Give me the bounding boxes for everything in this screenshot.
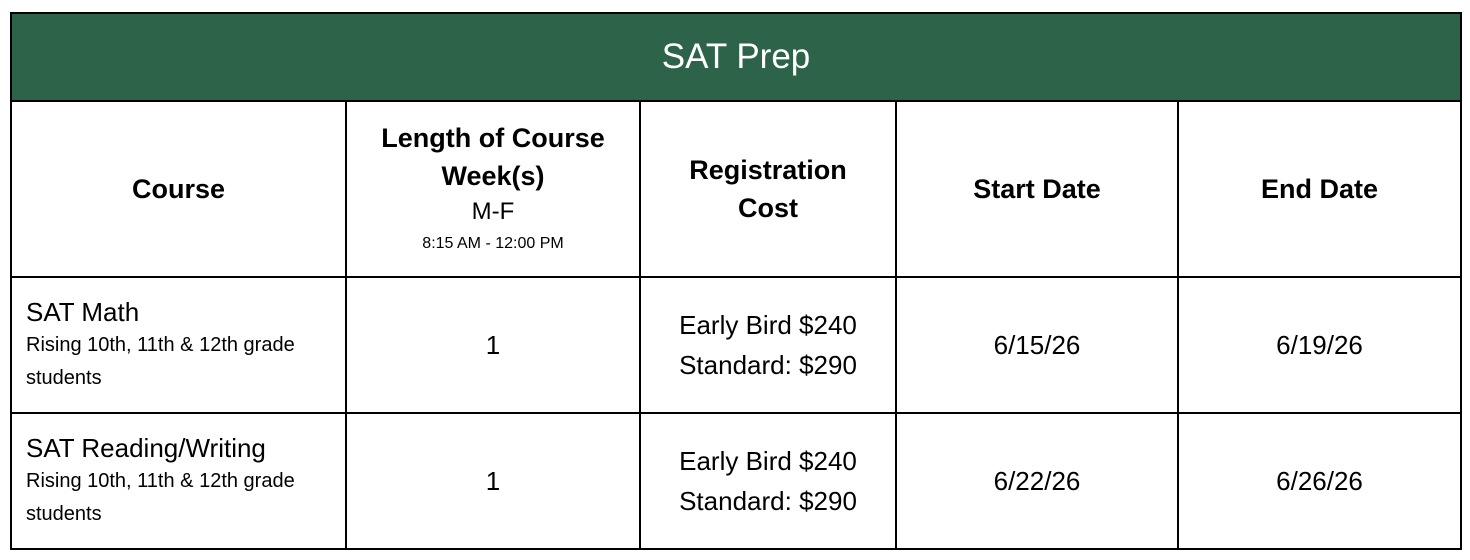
course-cell [11,413,346,549]
title-cell [11,13,1461,101]
header-cost-label: Registration Cost [689,155,847,223]
weeks-cell: 1 [346,413,640,549]
header-start-label: Start Date [973,174,1101,204]
header-row [11,101,1461,277]
header-course [11,101,346,277]
header-length-time: 8:15 AM - 12:00 PM [422,235,564,252]
course-name: SAT Reading/Writing [26,433,266,463]
header-length-label: Length of Course Week(s) [381,123,605,191]
table-title: SAT Prep [661,37,811,76]
cost-standard: Standard: $290 [679,486,857,516]
sat-prep-table [10,12,1462,550]
header-cost [640,101,896,277]
end-date-cell: 6/19/26 [1178,277,1461,413]
course-name: SAT Math [26,297,140,327]
weeks-cell: 1 [346,277,640,413]
start-date-cell: 6/15/26 [896,277,1178,413]
course-description: Rising 10th, 11th & 12th grade students [26,470,295,525]
cost-early-bird: Early Bird $240 [679,310,857,340]
header-course-label: Course [131,174,226,204]
title-row [11,13,1461,101]
header-start [896,101,1178,277]
cost-cell [640,277,896,413]
table-row [11,413,1461,549]
start-date-cell: 6/22/26 [896,413,1178,549]
cost-standard: Standard: $290 [679,350,857,380]
course-description: Rising 10th, 11th & 12th grade students [26,334,295,389]
header-end-label: End Date [1261,174,1379,204]
header-end [1178,101,1461,277]
course-cell [11,277,346,413]
table-row [11,277,1461,413]
cost-cell [640,413,896,549]
cost-early-bird: Early Bird $240 [679,446,857,476]
header-length-days: M-F [471,198,515,225]
end-date-cell: 6/26/26 [1178,413,1461,549]
header-length [346,101,640,277]
